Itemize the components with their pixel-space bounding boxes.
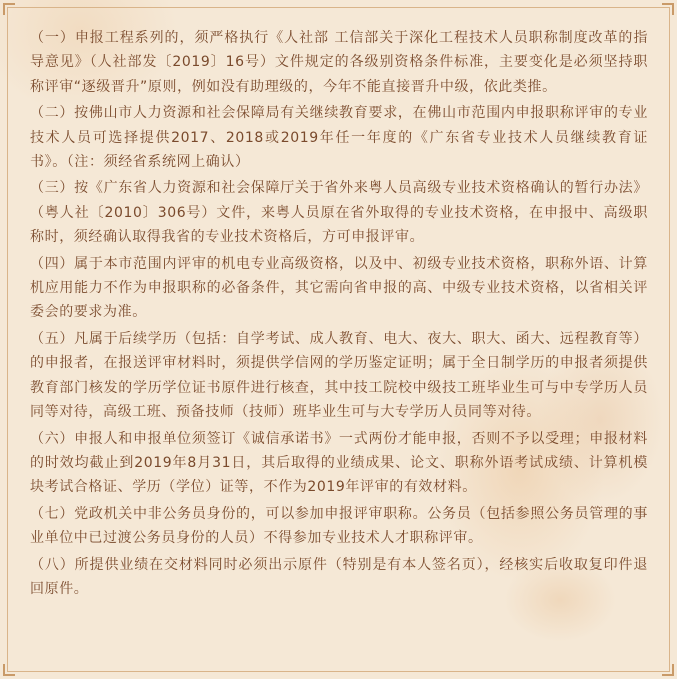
paragraph-text: 申报人和申报单位须签订《诚信承诺书》一式两份才能申报，否则不予以受理；申报材料的时效均截止到2019年8月31日，其后取得的业绩成果、论文、职称外语考试成绩、计算机模块考试合格证、学历（学位）证等，不作为2019年评审的有效材料。 (30, 430, 648, 496)
document-body (30, 26, 648, 603)
paragraph-text: 申报工程系列的，须严格执行《人社部 工信部关于深化工程技术人员职称制度改革的指导意见》（人社部发〔2019〕16号）文件规定的各级别资格条件标准，主要变化是必须坚持职称评审“逐级晋升”原则，例如没有助理级的，今年不能直接晋升中级，依此类推。 (30, 30, 648, 95)
paragraph-text: 属于本市范围内评审的机电专业高级资格，以及中、初级专业技术资格，职称外语、计算机应用能力不作为申报职称的必备条件，其它需向省申报的高、中级专业技术资格，以省相关评委会的要求为准。 (30, 255, 648, 321)
corner-ornament (662, 3, 674, 15)
paragraph-6 (30, 427, 648, 500)
paragraph-number: （八） (30, 556, 75, 573)
corner-ornament (3, 664, 15, 676)
paragraph-3 (30, 176, 648, 249)
paragraph-number: （二） (30, 105, 75, 122)
paragraph-text: 所提供业绩在交材料同时必须出示原件（特别是有本人签名页），经核实后收取复印件退回原件。 (30, 556, 648, 597)
paragraph-number: （三） (30, 180, 75, 197)
paragraph-1 (30, 26, 648, 99)
paragraph-text: 按佛山市人力资源和社会保障局有关继续教育要求，在佛山市范围内申报职称评审的专业技术人员可选择提供2017、2018或2019年任一年度的《广东省专业技术人员继续教育证书》。（注：须经省系统网上确认） (30, 105, 648, 171)
paragraph-number: （四） (30, 255, 75, 272)
corner-ornament (3, 3, 15, 15)
paragraph-4 (30, 252, 648, 325)
paragraph-number: （六） (30, 430, 75, 447)
paragraph-text: 党政机关中非公务员身份的，可以参加申报评审职称。公务员（包括参照公务员管理的事业单位中已过渡公务员身份的人员）不得参加专业技术人才职称评审。 (30, 505, 648, 547)
corner-ornament (662, 664, 674, 676)
paragraph-5 (30, 327, 648, 425)
paragraph-8 (30, 553, 648, 602)
paragraph-number: （一） (30, 30, 75, 46)
paragraph-7 (30, 502, 648, 551)
paragraph-number: （五） (30, 330, 75, 347)
paragraph-number: （七） (30, 505, 75, 522)
paragraph-text: 按《广东省人力资源和社会保障厅关于省外来粤人员高级专业技术资格确认的暂行办法》（粤人社〔2010〕306号）文件，来粤人员原在省外取得的专业技术资格，在申报中、高级职称时，须经确认取得我省的专业技术资格后，方可申报评审。 (30, 180, 648, 246)
paragraph-text: 凡属于后续学历（包括：自学考试、成人教育、电大、夜大、职大、函大、远程教育等）的申报者，在报送评审材料时，须提供学信网的学历鉴定证明；属于全日制学历的申报者须提供教育部门核发的学历学位证书原件进行核查，其中技工院校中级技工班毕业生可与中专学历人员同等对待，高级工班、预备技师（技师）班毕业生可与大专学历人员同等对待。 (30, 330, 648, 421)
paragraph-2 (30, 101, 648, 174)
